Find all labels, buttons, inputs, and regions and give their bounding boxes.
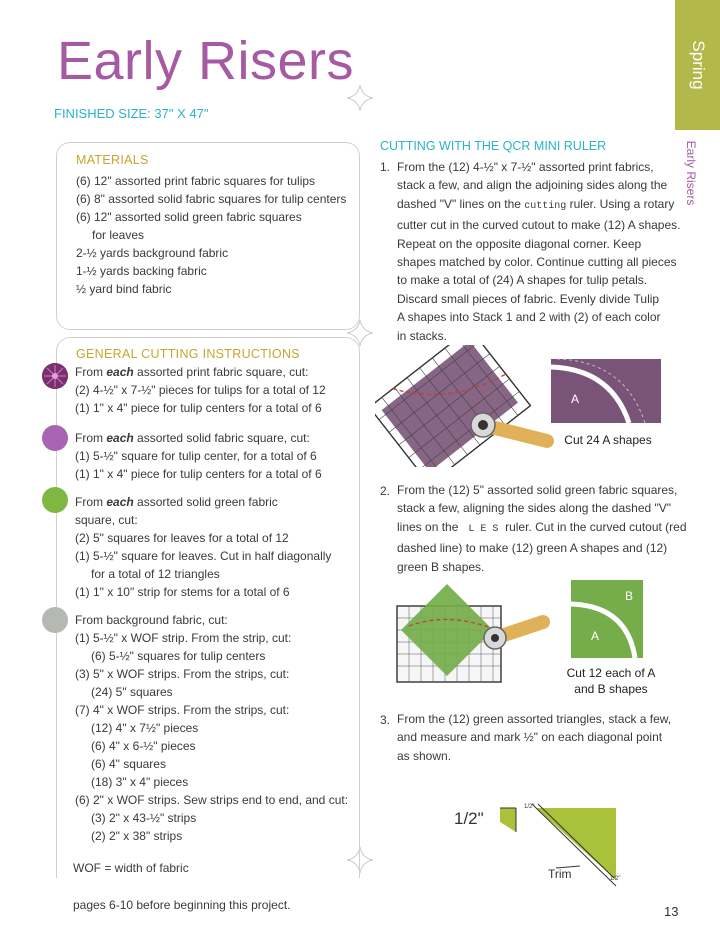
step-line: Repeat on the opposite diagonal corner. Keep — [397, 236, 642, 251]
cutting-line: (1) 5-½" square for leaves. Cut in half diagonally — [75, 549, 332, 563]
step-line: From the (12) 5" assorted solid green fabric squares, — [397, 483, 678, 497]
qcr-heading: CUTTING WITH THE QCR MINI RULER — [380, 139, 607, 153]
cutting-group-print — [75, 363, 326, 417]
step-number: 2. — [380, 484, 391, 498]
figure-3-trim-illustration — [440, 792, 640, 888]
step-line: and measure and mark ½" on each diagonal point — [397, 730, 663, 745]
step-2-text — [397, 481, 687, 576]
running-head-label: Early Risers — [684, 140, 698, 206]
step-line: ruler. Cut in the curved cutout (red — [505, 519, 687, 534]
step-line: dashed "V" lines on the — [397, 196, 521, 211]
step-line: dashed line) to make (12) green A shapes and (12) — [397, 541, 668, 556]
group-title-em: each — [106, 431, 134, 445]
finished-size: FINISHED SIZE: 37" X 47" — [54, 106, 209, 121]
cutting-line: (6) 2" x WOF strips. Sew strips end to end, and cut: — [75, 793, 349, 807]
ruler-name: L E S — [468, 523, 499, 535]
cutting-line: (1) 1" x 4" piece for tulip centers for a total of 6 — [75, 467, 322, 481]
section-tab-label: Spring — [688, 40, 708, 90]
step-line: A shapes into Stack 1 and 2 with (2) of each color — [397, 310, 661, 325]
cutting-line: (12) 4" x 7½" pieces — [91, 721, 199, 735]
figure-3-big-label: 1/2" — [454, 809, 484, 828]
materials-item: 1-½ yards backing fabric — [76, 264, 207, 278]
cutting-line: (6) 5-½" squares for tulip centers — [91, 649, 266, 663]
group-title: From — [75, 495, 107, 509]
cutting-line: (1) 5-½" x WOF strip. From the strip, cut: — [75, 631, 292, 645]
figure-2-caption — [556, 665, 666, 697]
step-line: Discard small pieces of fabric. Evenly divide Tulip — [397, 291, 660, 306]
cutting-line: (18) 3" x 4" pieces — [91, 775, 189, 789]
step-line: stack a few, aligning the sides along the dashed "V" — [397, 501, 672, 516]
group-title-line2: square, cut: — [75, 513, 138, 527]
step-line: cutter cut in the curved cutout to make (12) A shapes. — [397, 218, 681, 233]
figure-1-ruler-illustration — [375, 345, 675, 467]
cutting-line: (1) 1" x 4" piece for tulip centers for a total of 6 — [75, 401, 322, 415]
group-title: assorted solid fabric square, cut: — [133, 431, 310, 445]
ruler-name: cutting — [524, 200, 567, 212]
group-title-em: each — [106, 495, 134, 509]
step-line: in stacks. — [397, 328, 448, 343]
group-title: From — [75, 431, 107, 445]
step-line: From the (12) 4-½" x 7-½" assorted print fabrics, — [397, 160, 654, 174]
page-number: 13 — [664, 904, 679, 919]
materials-item: (6) 12" assorted solid green fabric squares — [76, 210, 302, 224]
cutting-group-solid — [75, 429, 322, 483]
figure-3-small-label-bottom: 1/2" — [610, 876, 621, 882]
step-number: 1. — [380, 160, 391, 174]
figure-3-small-label-top: 1/2" — [524, 804, 535, 810]
cutting-line: (1) 1" x 10" strip for stems for a total of 6 — [75, 585, 290, 599]
cutting-group-green — [75, 493, 331, 601]
figure-1-label-a: A — [571, 392, 580, 406]
sparkle-icon — [346, 84, 374, 112]
materials-item: (6) 12" assorted print fabric squares for tulips — [76, 174, 316, 188]
figure-1-caption: Cut 24 A shapes — [564, 433, 652, 447]
group-title: From — [75, 365, 107, 379]
green-fabric-swatch — [42, 487, 68, 513]
general-cutting-heading: GENERAL CUTTING INSTRUCTIONS — [76, 347, 300, 361]
cutting-line: (7) 4" x WOF strips. From the strips, cut: — [75, 703, 290, 717]
group-title: From background fabric, cut: — [75, 613, 228, 627]
step-line: From the (12) green assorted triangles, stack a few, — [397, 712, 672, 726]
page-title: Early Risers — [57, 31, 355, 91]
step-line: green B shapes. — [397, 559, 485, 574]
cutting-line: (6) 4" squares — [91, 757, 166, 771]
figure-2-label-a: A — [591, 629, 600, 643]
cutting-line: (3) 5" x WOF strips. From the strips, cut: — [75, 667, 290, 681]
figure-3-trim-label: Trim — [548, 867, 572, 881]
cutting-line: (2) 2" x 38" strips — [91, 829, 183, 843]
figure-2-caption-line: Cut 12 each of A — [566, 666, 656, 680]
cutting-line: (1) 5-½" square for tulip center, for a total of 6 — [75, 449, 317, 463]
group-title: assorted print fabric square, cut: — [133, 365, 309, 379]
step-line: ruler. Using a rotary — [569, 196, 675, 211]
step-line: stack a few, and align the adjoining sides along the — [397, 178, 668, 193]
figure-2-label-b: B — [625, 589, 634, 603]
group-title: assorted solid green fabric — [133, 495, 278, 509]
step-line: shapes matched by color. Continue cutting all pieces — [397, 255, 677, 270]
wof-note: WOF = width of fabric — [73, 861, 189, 875]
materials-item: 2-½ yards background fabric — [76, 246, 229, 260]
background-fabric-swatch — [42, 607, 68, 633]
cutting-line: (6) 4" x 6-½" pieces — [91, 739, 196, 753]
step-3-text — [397, 710, 687, 765]
materials-item: ½ yard bind fabric — [76, 282, 172, 296]
cutting-line: (24) 5" squares — [91, 685, 173, 699]
cutting-group-background — [75, 611, 348, 845]
footer-note: pages 6-10 before beginning this project. — [73, 898, 291, 912]
print-fabric-swatch — [42, 363, 68, 389]
group-title-em: each — [106, 365, 134, 379]
materials-item: for leaves — [92, 228, 145, 242]
solid-fabric-swatch — [42, 425, 68, 451]
figure-2-caption-line: and B shapes — [574, 682, 648, 696]
section-tab — [675, 0, 720, 130]
materials-item: (6) 8" assorted solid fabric squares for tulip centers — [76, 192, 347, 206]
cutting-line: (3) 2" x 43-½" strips — [91, 811, 197, 825]
step-number: 3. — [380, 713, 391, 727]
materials-list — [76, 172, 346, 298]
cutting-line: (2) 5" squares for leaves for a total of 12 — [75, 531, 289, 545]
materials-heading: MATERIALS — [76, 153, 149, 167]
cutting-line: for a total of 12 triangles — [91, 567, 220, 581]
step-line: as shown. — [397, 748, 452, 763]
step-line: to make a total of (24) A shapes for tulip petals. — [397, 273, 648, 288]
cutting-line: (2) 4-½" x 7-½" pieces for tulips for a total of 12 — [75, 383, 326, 397]
step-line: lines on the — [397, 519, 459, 534]
step-1-text — [397, 158, 687, 345]
